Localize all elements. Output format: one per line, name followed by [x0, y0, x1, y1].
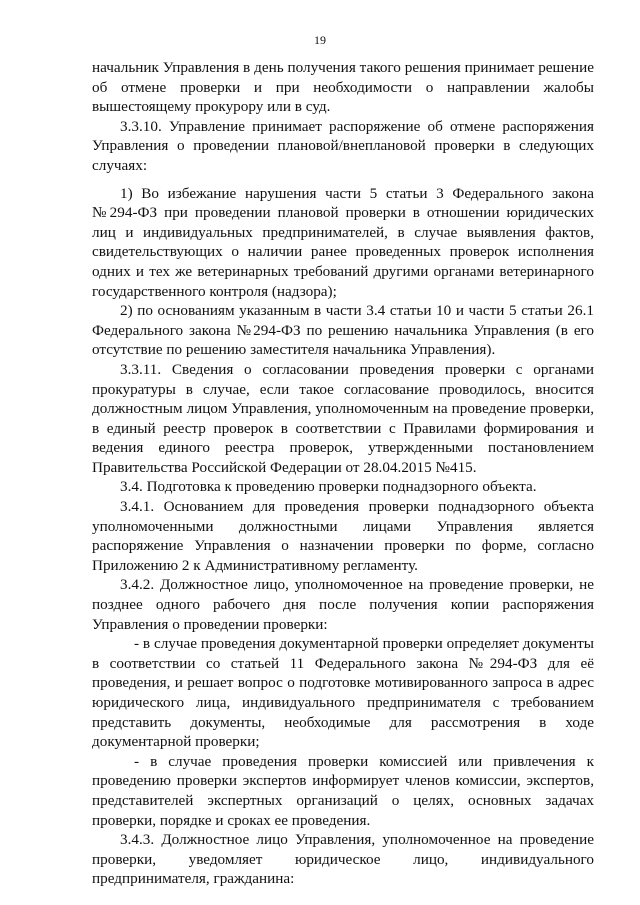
- paragraph: начальник Управления в день получения такого решения принимает решение об отмене проверки и при необходимости о направлении жалобы вышестоящему прокурору или в суд.: [92, 59, 594, 116]
- paragraph: 1) Во избежание нарушения части 5 статьи 3 Федерального закона №294-ФЗ при проведении плановой проверки в отношении юридических лиц и индивидуальных предпринимателей, в случае выявления фактов, свидетельствующих о наличии ранее проведенных проверок исполнения одних и тех же ветеринарных требований другими органами ветеринарного государственного контроля (надзора);: [92, 184, 594, 300]
- paragraph: 2) по основаниям указанным в части 3.4 статьи 10 и части 5 статьи 26.1 Федерального закона №294-ФЗ по решению начальника Управления (в его отсутствие по решению заместителя начальника Управления).: [92, 302, 594, 359]
- paragraph: 3.4.3. Должностное лицо Управления, уполномоченное на проведение проверки, уведомляет юридическое лицо, индивидуального предпринимателя, гражданина:: [92, 831, 594, 888]
- list-item: - в случае проведения документарной проверки определяет документы в соответствии со статьей 11 Федерального закона №294-ФЗ для её проведения, и решает вопрос о подготовке мотивированного запроса в адрес юридического лица, индивидуального предпринимателя с требованием представить документы, необходимые для рассмотрения в ходе документарной проверки;: [92, 635, 594, 751]
- paragraph: 3.4. Подготовка к проведению проверки поднадзорного объекта.: [120, 478, 537, 496]
- list-item: - в случае проведения проверки комиссией или привлечения к проведению проверки экспертов информирует членов комиссии, экспертов, представителей экспертных организаций о целях, основных задачах проверки, порядке и сроках ее проведения.: [92, 752, 594, 829]
- paragraph: 3.4.1. Основанием для проведения проверки поднадзорного объекта уполномоченными должностными лицами Управления является распоряжение Управления о назначении проверки по форме, согласно Приложению 2 к Административному регламенту.: [92, 498, 594, 574]
- document-body: [92, 58, 594, 889]
- paragraph: 3.3.10. Управление принимает распоряжение об отмене распоряжения Управления о проведении плановой/внеплановой проверки в следующих случаях:: [92, 117, 594, 174]
- page-number: 19: [314, 33, 326, 47]
- paragraph: 3.3.11. Сведения о согласовании проведения проверки с органами прокуратуры в случае, если такое согласование проводилось, вносится должностным лицом Управления, уполномоченным на проведение проверки, в единый реестр проверок в соответствии с Правилами формирования и ведения единого реестра проверок, утвержденными постановлением Правительства Российской Федерации от 28.04.2015 №415.: [92, 360, 594, 476]
- paragraph: 3.4.2. Должностное лицо, уполномоченное на проведение проверки, не позднее одного рабочего дня после получения копии распоряжения Управления о проведении проверки:: [92, 576, 594, 633]
